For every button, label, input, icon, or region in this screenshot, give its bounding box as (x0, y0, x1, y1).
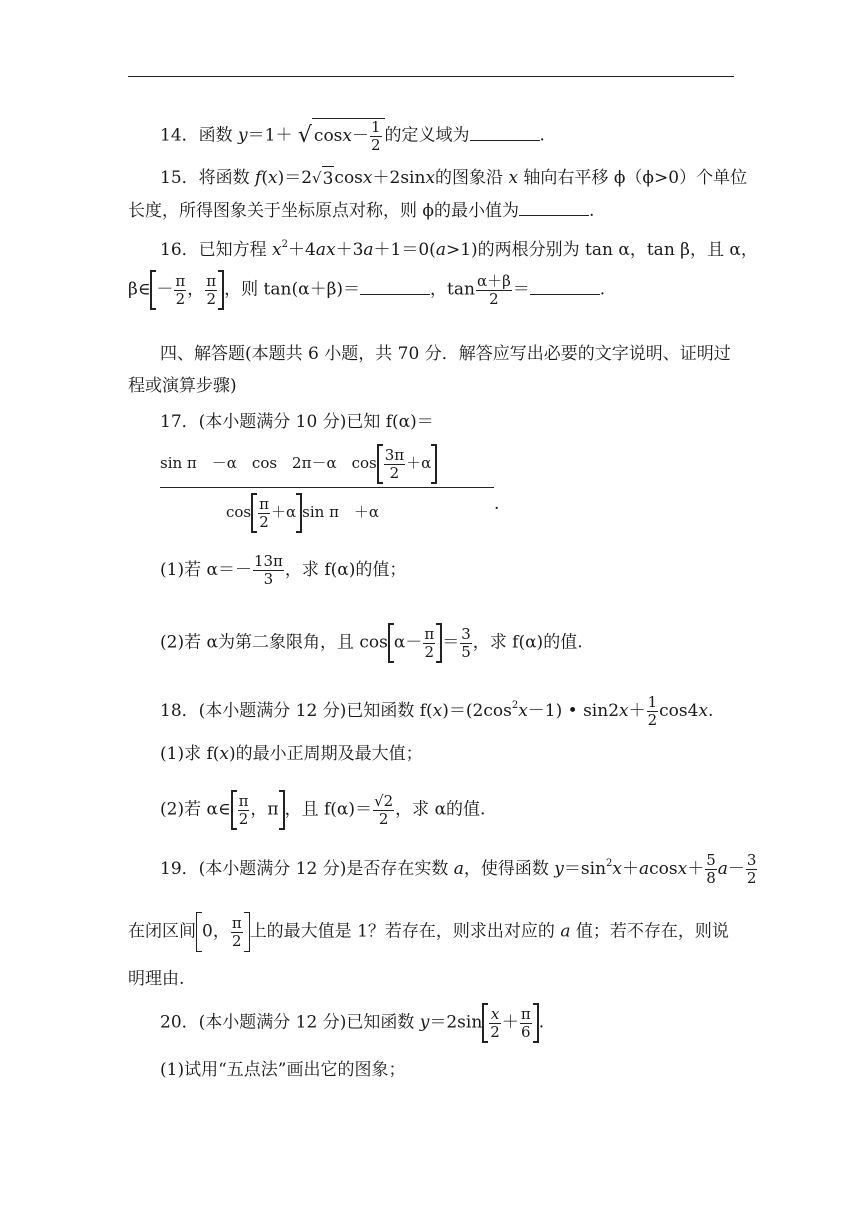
question-15-line1 (160, 166, 747, 191)
frac-num: 5 (706, 851, 716, 869)
q19-l2-b: 上的最大值是 1？若存在，则求出对应的 (249, 921, 561, 942)
var-y: y (554, 859, 564, 879)
q20-part1: (1)试用“五点法”画出它的图象； (160, 1060, 406, 1080)
frac-num: 3 (746, 851, 757, 869)
q15-end: . (589, 201, 595, 221)
plus: ＋ (687, 859, 705, 879)
q14-prefix: 14．函数 (160, 125, 239, 146)
fraction-pi-2 (258, 496, 270, 531)
frac-den: 2 (175, 289, 186, 308)
fraction-half-angle (476, 273, 512, 308)
section-4-line1: 四、解答题(本题共 6 小题，共 70 分．解答应写出必要的文字说明、证明过 (160, 344, 731, 364)
question-15-line2 (128, 199, 594, 223)
q15-e: ＋2sin (372, 168, 426, 188)
q19-c: ＝sin (563, 859, 607, 879)
frac-den: 2 (378, 809, 389, 828)
var-x: x (425, 168, 436, 188)
left-bracket (231, 790, 237, 830)
q15-f: 的图象沿 (435, 168, 509, 188)
var-a: a (363, 240, 374, 260)
fraction-3-2 (746, 852, 758, 887)
right-bracket (431, 444, 437, 484)
frac-num: 3π (384, 445, 405, 464)
var-x: x (219, 744, 230, 764)
q16-c: ＋3 (335, 240, 364, 260)
q15-a: 15．将函数 (160, 168, 256, 188)
q15-b: ( (261, 168, 268, 188)
q17-p2-a: (2)若 α为第二象限角，且 cos (160, 632, 388, 653)
q18-p1-a: (1)求 f( (160, 744, 220, 764)
exponent: 2 (281, 239, 289, 250)
question-19-line3: 明理由. (128, 969, 185, 989)
var-x: x (272, 240, 282, 260)
plus-alpha: ＋α (271, 503, 297, 521)
q18-p1-b: )的最小正周期及最大值； (229, 744, 423, 764)
header-rule (128, 76, 734, 77)
frac-den: 2 (371, 136, 381, 154)
plus-alpha: ＋α (406, 454, 432, 472)
answer-blank (470, 126, 540, 141)
zero: 0， (202, 921, 230, 942)
q17-numerator (160, 444, 437, 484)
frac-num: π (238, 791, 249, 810)
question-19-head: 19．(本小题满分 12 分)是否存在实数 a，使得函数 $y=\sin^2x+acosx+$ $\frac{5}{8}$ a－ $\frac{3}{2}$ (160, 851, 757, 887)
q17-p2-b: ，求 f(α)的值. (472, 632, 583, 653)
q16-tan-sum: ，则 tan(α＋β)＝ (224, 279, 361, 300)
q19-l2-a: 在闭区间 (128, 921, 196, 942)
sqrt-body (312, 118, 385, 154)
frac-num: π (175, 271, 186, 290)
fraction-pi-2 (174, 273, 186, 308)
q20-a: 20．(本小题满分 12 分)已知函数 (160, 1012, 420, 1033)
fraction-13pi-3 (253, 553, 284, 588)
var-a: a (639, 859, 650, 879)
answer-blank (530, 280, 600, 295)
fraction-x-2 (489, 1006, 501, 1041)
frac-num: π (206, 271, 217, 290)
q18-b: )＝(2cos (442, 701, 512, 721)
var-a: a (453, 859, 464, 879)
plus: ＋ (628, 701, 646, 721)
alpha-minus: α－ (393, 632, 423, 653)
q17-p1-b: ，求 f(α)的值； (284, 560, 407, 580)
fraction-pi-2 (238, 793, 250, 828)
q19-b: ，使得函数 (463, 859, 555, 879)
var-a: a (560, 921, 571, 942)
frac-num: π (231, 913, 242, 932)
equals: ＝ (442, 632, 460, 653)
radical-sign: √ (312, 169, 322, 187)
frac-den: 3 (263, 570, 274, 588)
q18-c: －1) • sin2 (527, 701, 620, 721)
question-16-line2 (128, 270, 605, 310)
frac-den: 2 (238, 809, 249, 828)
section-4-line2: 程或演算步骤) (128, 376, 237, 396)
q17-num-text: sin π －α cos 2π－α cos (160, 454, 377, 472)
var-x: x (490, 1004, 500, 1023)
frac-den: 2 (489, 289, 499, 308)
var-a: a (717, 859, 728, 879)
fraction-half (647, 694, 659, 729)
question-16-line1 (160, 233, 758, 262)
frac-den: 2 (259, 512, 269, 531)
minus: － (352, 126, 369, 146)
frac-den: 8 (706, 869, 716, 887)
q19-l2-c: 值；若不存在，则说 (570, 921, 729, 942)
minus: － (156, 279, 174, 300)
equals: ＝ (512, 279, 530, 300)
frac-num: √2 (374, 791, 394, 810)
frac-den: 2 (389, 463, 400, 482)
frac-den: 2 (206, 289, 216, 308)
answer-blank (360, 280, 430, 295)
minus: － (727, 859, 745, 879)
frac-num: 3 (461, 624, 471, 643)
q14-eq: ＝1＋ (247, 125, 293, 146)
var-x: x (518, 701, 528, 721)
q16-e: >1)的两根分别为 tan α，tan β，且 α， (445, 240, 758, 260)
answer-blank (519, 201, 589, 216)
q14-end: . (539, 125, 545, 146)
frac-den: 5 (461, 642, 471, 661)
q17-fraction-bar (160, 487, 494, 488)
exponent: 2 (606, 858, 613, 869)
cos-text: cos (649, 859, 678, 879)
q17-denominator (226, 493, 379, 533)
var-a: a (315, 240, 326, 260)
frac-num: α＋β (476, 271, 511, 290)
frac-num: π (259, 494, 269, 513)
q18-a: 18．(本小题满分 12 分)已知函数 f( (160, 701, 433, 721)
cos-text: cos (313, 126, 343, 146)
left-bracket (482, 1003, 488, 1043)
left-bracket (377, 444, 383, 484)
fraction-pi-2 (423, 626, 435, 661)
var-x: x (325, 240, 336, 260)
q18-p2-c: ，求 α的值. (395, 799, 486, 820)
question-17-head: 17．(本小题满分 10 分)已知 f(α)＝ (160, 412, 434, 432)
q15-d: cos (334, 168, 363, 188)
question-18-head: 18．(本小题满分 12 分)已知函数 $f(x)=(2\cos^2x-1)$ • sin2x＋ $\frac{1}{2}$ cos4x. (160, 693, 714, 729)
frac-num: π (424, 624, 435, 643)
fraction-5-8 (705, 852, 717, 887)
q18-e: cos4 (659, 701, 699, 721)
fraction-pi-6 (520, 1006, 532, 1041)
frac-num: 13π (253, 552, 283, 570)
frac-num (489, 1006, 501, 1024)
sqrt-3: 3 (322, 166, 335, 191)
q15-g: 轴向右平移 ϕ（ϕ>0）个单位 (518, 168, 748, 188)
question-19-line2 (128, 912, 729, 952)
var-x: x (698, 701, 709, 721)
q16-d: ＋1＝0( (373, 240, 436, 260)
q18-part1 (160, 742, 423, 766)
plus: ＋ (622, 859, 639, 879)
var-x: x (362, 168, 373, 188)
cos-text: cos (226, 503, 252, 521)
sin-text: sin π ＋α (302, 503, 380, 521)
fraction-sqrt2-2 (373, 793, 394, 828)
plus: ＋ (501, 1012, 519, 1033)
var-x: x (619, 701, 629, 721)
var-x: x (432, 701, 443, 721)
radical-sign: √ (297, 123, 312, 148)
q19-a: 19．(本小题满分 12 分)是否存在实数 (160, 859, 454, 879)
exponent: 2 (511, 700, 519, 711)
fraction-half (370, 119, 382, 154)
frac-den: 2 (231, 931, 242, 950)
question-20-head (160, 1003, 544, 1043)
var-x: x (267, 168, 278, 188)
left-bracket (251, 493, 257, 533)
q16-a: 16．已知方程 (160, 240, 273, 260)
q17-part1 (160, 553, 406, 588)
fraction-pi-2 (231, 915, 243, 950)
q16-tan: ，tan (430, 279, 475, 300)
q18-part2 (160, 790, 485, 830)
q20-b: ＝2sin (429, 1012, 483, 1033)
var-f: f (255, 168, 262, 188)
fraction-3-5 (460, 626, 472, 661)
q15-line2: 长度，所得图象关于坐标原点对称，则 ϕ的最小值为 (128, 201, 519, 221)
frac-den: 2 (746, 869, 757, 887)
frac-den: 2 (424, 642, 435, 661)
q14-post: 的定义域为 (384, 125, 470, 146)
q20-end: . (538, 1012, 545, 1033)
beta-in: β∈ (128, 279, 151, 300)
var-y: y (419, 1012, 430, 1033)
comma-pi: ，π (250, 799, 279, 820)
var-y: y (238, 125, 248, 146)
question-14 (160, 118, 545, 154)
q16-b: ＋4 (288, 240, 316, 260)
comma: ， (187, 279, 205, 300)
var-x: x (342, 126, 352, 146)
q15-c: )＝2 (277, 168, 313, 188)
q16-end: . (599, 279, 606, 300)
fraction-3pi-2 (384, 447, 405, 482)
q17-p1-a: (1)若 α＝－ (160, 560, 252, 580)
frac-den: 2 (490, 1022, 500, 1041)
frac-num: 1 (647, 693, 658, 711)
var-x: x (508, 168, 519, 188)
frac-den: 6 (521, 1022, 531, 1041)
frac-num: 1 (371, 118, 381, 136)
q18-p2-b: ，且 f(α)＝ (284, 799, 373, 820)
q18-p2-a: (2)若 α∈ (160, 799, 231, 820)
fraction-pi-2 (205, 273, 217, 308)
frac-num: π (520, 1004, 531, 1023)
frac-den: 2 (647, 711, 658, 729)
var-a: a (435, 240, 446, 260)
q17-period: . (494, 494, 500, 514)
q17-part2 (160, 623, 583, 663)
